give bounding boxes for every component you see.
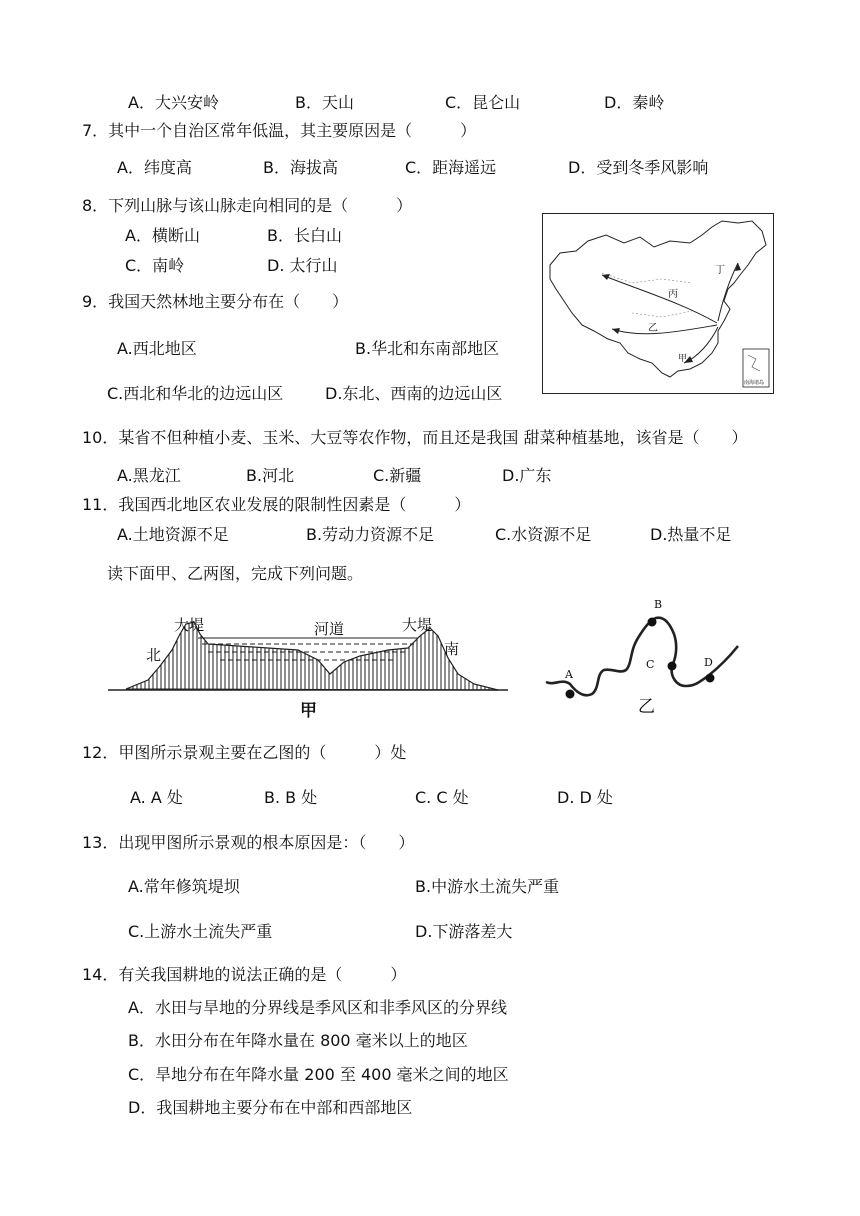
q8-stem: 8．下列山脉与该山脉走向相同的是（ ） xyxy=(82,196,413,215)
q11-stem: 11．我国西北地区农业发展的限制性因素是（ ） xyxy=(82,495,471,514)
label-south: 南 xyxy=(444,640,460,658)
q7-stem: 7．其中一个自治区常年低温，其主要原因是（ ） xyxy=(82,121,477,140)
label-dike-right: 大堤 xyxy=(402,616,433,634)
q13-option-d: D.下游落差大 xyxy=(415,922,513,941)
q10-option-d: D.广东 xyxy=(502,466,552,485)
inset-label: 南海诸岛 xyxy=(744,380,765,386)
q8-option-c: C．南岭 xyxy=(125,256,185,275)
figure-jia-svg xyxy=(108,600,508,726)
q10-option-b: B.河北 xyxy=(246,466,295,485)
q9-option-a: A.西北地区 xyxy=(117,339,197,358)
q14-option-d: D．我国耕地主要分布在中部和西部地区 xyxy=(128,1098,413,1117)
map-label-ding: 丁 xyxy=(715,265,725,276)
label-river: 河道 xyxy=(314,620,345,638)
point-d-label: D xyxy=(704,656,713,669)
label-dike-left: 大堤 xyxy=(174,616,205,634)
caption-yi: 乙 xyxy=(638,697,655,717)
point-c-dot xyxy=(668,662,677,671)
china-map-svg xyxy=(542,213,774,394)
q13-option-b: B.中游水土流失严重 xyxy=(415,877,560,896)
q8-option-a: A．横断山 xyxy=(125,226,200,245)
q7-option-c: C．距海遥远 xyxy=(405,158,497,177)
figure-jia xyxy=(108,600,508,726)
point-b-dot xyxy=(648,618,657,627)
label-north: 北 xyxy=(146,646,162,664)
map-label-yi: 乙 xyxy=(648,323,658,334)
q9-stem: 9．我国天然林地主要分布在（ ） xyxy=(82,292,349,311)
q11-option-c: C.水资源不足 xyxy=(495,525,592,544)
q6-option-d: D．秦岭 xyxy=(604,93,665,112)
q12-option-d: D. D 处 xyxy=(557,788,613,807)
q7-option-d: D．受到冬季风影响 xyxy=(568,158,709,177)
q13-option-c: C.上游水土流失严重 xyxy=(128,922,273,941)
map-label-bing: 丙 xyxy=(668,289,678,300)
china-map-figure xyxy=(542,213,774,394)
q14-option-b: B．水田分布在年降水量在 800 毫米以上的地区 xyxy=(128,1031,468,1050)
q11-option-d: D.热量不足 xyxy=(650,525,732,544)
caption-jia: 甲 xyxy=(300,701,317,721)
q8-option-b: B．长白山 xyxy=(267,226,342,245)
q10-option-a: A.黑龙江 xyxy=(117,466,181,485)
point-b-label: B xyxy=(654,598,663,611)
q7-option-a: A．纬度高 xyxy=(117,158,192,177)
q12-option-a: A. A 处 xyxy=(130,788,183,807)
point-a-label: A xyxy=(565,668,573,681)
read-prompt: 读下面甲、乙两图，完成下列问题。 xyxy=(107,564,364,583)
q6-option-b: B．天山 xyxy=(295,93,354,112)
figure-yi xyxy=(540,594,745,726)
q11-option-b: B.劳动力资源不足 xyxy=(306,525,435,544)
q10-option-c: C.新疆 xyxy=(373,466,422,485)
figure-yi-svg xyxy=(540,594,745,726)
q12-stem: 12．甲图所示景观主要在乙图的（ ）处 xyxy=(82,743,407,762)
q10-stem: 10．某省不但种植小麦、玉米、大豆等农作物，而且还是我国 甜菜种植基地，该省是（ ） xyxy=(82,428,748,447)
q9-option-b: B.华北和东南部地区 xyxy=(355,339,500,358)
q6-option-c: C．昆仑山 xyxy=(445,93,521,112)
q14-option-c: C．旱地分布在年降水量 200 至 400 毫米之间的地区 xyxy=(128,1065,509,1084)
q12-option-b: B. B 处 xyxy=(264,788,318,807)
point-a-dot xyxy=(566,690,575,699)
q14-option-a: A．水田与旱地的分界线是季风区和非季风区的分界线 xyxy=(128,998,507,1017)
q12-option-c: C. C 处 xyxy=(415,788,469,807)
q8-option-d: D. 太行山 xyxy=(267,256,338,275)
point-d-dot xyxy=(706,674,715,683)
q9-option-d: D.东北、西南的边远山区 xyxy=(325,384,503,403)
q14-stem: 14．有关我国耕地的说法正确的是（ ） xyxy=(82,965,407,984)
q13-stem: 13．出现甲图所示景观的根本原因是：（ ） xyxy=(82,833,415,852)
q11-option-a: A.土地资源不足 xyxy=(117,525,229,544)
map-label-jia: 甲 xyxy=(678,354,688,364)
q7-option-b: B．海拔高 xyxy=(263,158,338,177)
q13-option-a: A.常年修筑堤坝 xyxy=(128,877,240,896)
q9-option-c: C.西北和华北的边远山区 xyxy=(107,384,284,403)
point-c-label: C xyxy=(646,658,655,671)
q6-option-a: A．大兴安岭 xyxy=(128,93,219,112)
